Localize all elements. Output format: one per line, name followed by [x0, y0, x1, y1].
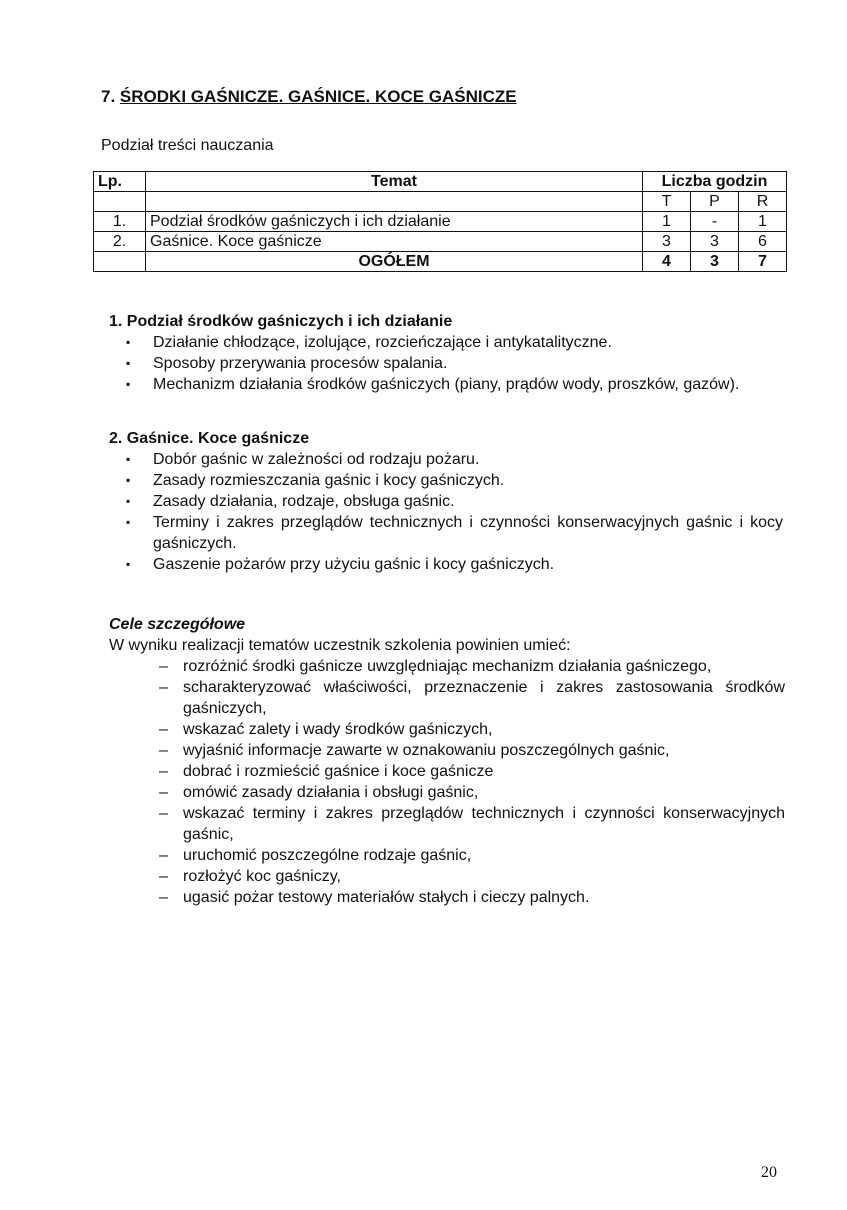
bullet-icon: ▪: [126, 515, 131, 529]
dash-icon: –: [159, 805, 168, 822]
list-item: – wskazać terminy i zakres przeglądów technicznych i czynności konserwacyjnych gaśnic,: [159, 805, 785, 843]
dash-icon: –: [159, 847, 168, 864]
row-t: 1: [643, 212, 691, 232]
list-item: – wyjaśnić informacje zawarte w oznakowaniu poszczególnych gaśnic,: [159, 742, 670, 759]
goals-heading: Cele szczegółowe: [109, 616, 246, 633]
list-item: ▪ Gaszenie pożarów przy użyciu gaśnic i kocy gaśniczych.: [126, 556, 555, 573]
row-lp: 1.: [94, 212, 146, 232]
section-1: [109, 311, 783, 395]
bullet-icon: ▪: [126, 557, 131, 571]
row-r: 6: [739, 232, 787, 252]
subheader-t: T: [643, 192, 691, 212]
dash-icon: –: [159, 742, 168, 759]
bullet-icon: ▪: [126, 452, 131, 466]
dash-icon: –: [159, 679, 168, 696]
goals-intro: W wyniku realizacji tematów uczestnik szkolenia powinien umieć:: [109, 637, 571, 654]
header-hours: Liczba godzin: [643, 172, 787, 192]
goals-list: [109, 656, 785, 908]
row-topic: Gaśnice. Koce gaśnicze: [146, 232, 643, 252]
chapter-number: 7.: [101, 87, 116, 106]
section-list: [109, 332, 783, 395]
list-item: ▪ Zasady działania, rodzaje, obsługa gaśnic.: [126, 493, 455, 510]
list-item: – rozróżnić środki gaśnicze uwzględniając mechanizm działania gaśniczego,: [159, 658, 712, 675]
list-item: – wskazać zalety i wady środków gaśniczych,: [159, 721, 493, 738]
bullet-icon: ▪: [126, 356, 131, 370]
bullet-icon: ▪: [126, 335, 131, 349]
dash-icon: –: [159, 868, 168, 885]
table-total-row: [94, 252, 787, 272]
list-item: – rozłożyć koc gaśniczy,: [159, 868, 341, 885]
subheader-r: R: [739, 192, 787, 212]
table-subheader-row: [94, 192, 787, 212]
header-topic: Temat: [146, 172, 643, 192]
header-lp: Lp.: [94, 172, 146, 192]
list-item: ▪ Mechanizm działania środków gaśniczych (piany, prądów wody, proszków, gazów).: [126, 376, 740, 393]
subheader-p: P: [691, 192, 739, 212]
table-row: [94, 212, 787, 232]
total-label: OGÓŁEM: [146, 252, 643, 272]
section-list: [109, 449, 783, 575]
list-item: – uruchomić poszczególne rodzaje gaśnic,: [159, 847, 472, 864]
section-heading: 2. Gaśnice. Koce gaśnicze: [109, 430, 310, 447]
list-item: ▪ Dobór gaśnic w zależności od rodzaju pożaru.: [126, 451, 480, 468]
content-division-label: Podział treści nauczania: [101, 137, 274, 154]
list-item: – omówić zasady działania i obsługi gaśnic,: [159, 784, 479, 801]
dash-icon: –: [159, 889, 168, 906]
dash-icon: –: [159, 763, 168, 780]
hours-table: [93, 171, 787, 272]
total-p: 3: [691, 252, 739, 272]
table-row: [94, 232, 787, 252]
chapter-title: [101, 87, 517, 107]
list-item: – scharakteryzować właściwości, przeznaczenie i zakres zastosowania środków gaśniczych,: [159, 679, 785, 717]
dash-icon: –: [159, 658, 168, 675]
bullet-icon: ▪: [126, 377, 131, 391]
dash-icon: –: [159, 784, 168, 801]
list-item: ▪ Zasady rozmieszczania gaśnic i kocy gaśniczych.: [126, 472, 505, 489]
section-2: [109, 428, 783, 575]
row-topic: Podział środków gaśniczych i ich działanie: [146, 212, 643, 232]
list-item: ▪ Działanie chłodzące, izolujące, rozcieńczające i antykatalityczne.: [126, 334, 612, 351]
row-p: -: [691, 212, 739, 232]
goals-section: [109, 614, 785, 908]
row-lp: 2.: [94, 232, 146, 252]
list-item: – ugasić pożar testowy materiałów stałych i cieczy palnych.: [159, 889, 590, 906]
row-p: 3: [691, 232, 739, 252]
section-heading: 1. Podział środków gaśniczych i ich działanie: [109, 313, 453, 330]
list-item: ▪ Sposoby przerywania procesów spalania.: [126, 355, 448, 372]
table-header-row: [94, 172, 787, 192]
row-t: 3: [643, 232, 691, 252]
dash-icon: –: [159, 721, 168, 738]
row-r: 1: [739, 212, 787, 232]
list-item: ▪ Terminy i zakres przeglądów technicznych i czynności konserwacyjnych gaśnic i kocy gaśniczych.: [126, 514, 783, 552]
bullet-icon: ▪: [126, 473, 131, 487]
total-t: 4: [643, 252, 691, 272]
page-number: 20: [761, 1164, 777, 1181]
total-r: 7: [739, 252, 787, 272]
chapter-title-text: ŚRODKI GAŚNICZE. GAŚNICE. KOCE GAŚNICZE: [119, 87, 517, 106]
list-item: – dobrać i rozmieścić gaśnice i koce gaśnicze: [159, 763, 494, 780]
bullet-icon: ▪: [126, 494, 131, 508]
